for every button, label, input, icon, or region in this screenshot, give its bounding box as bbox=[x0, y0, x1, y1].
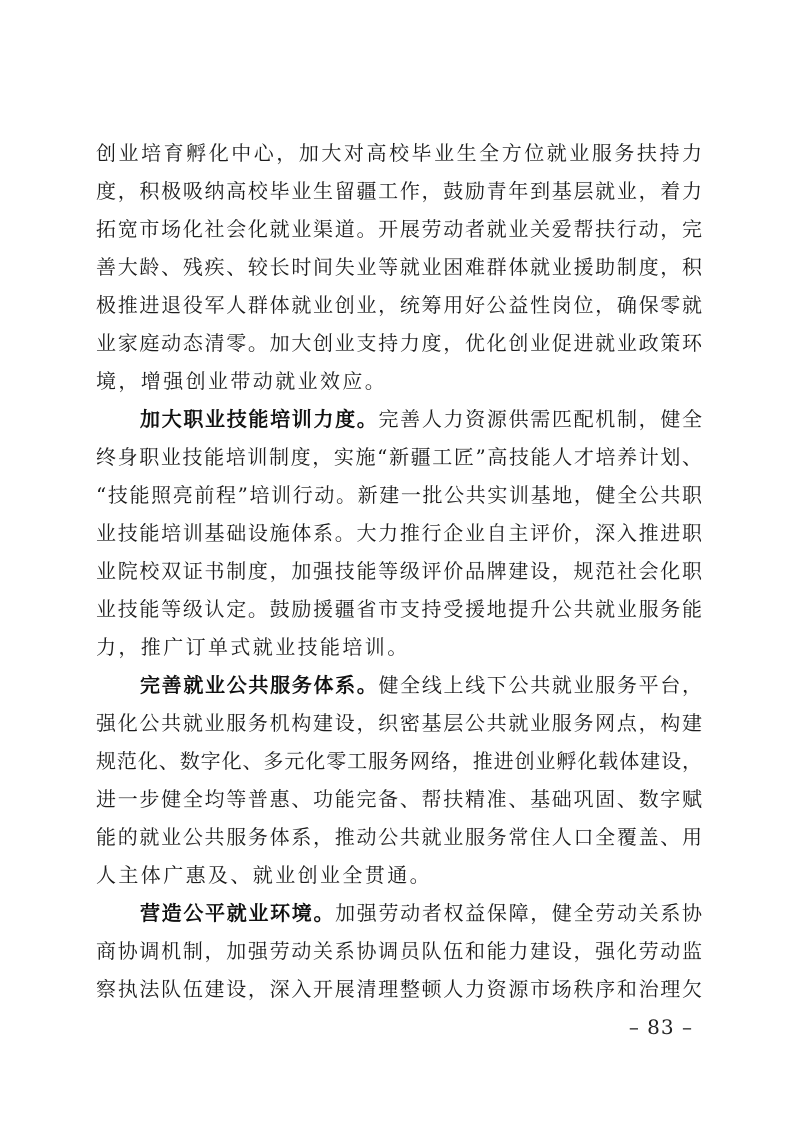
text-line: 能的就业公共服务体系，推动公共就业服务常住人口全覆盖、用 bbox=[96, 825, 702, 849]
text-line bbox=[96, 894, 702, 932]
text-line: 力，推广订单式就业技能培训。 bbox=[96, 635, 410, 659]
text-line: 业家庭动态清零。加大创业支持力度，优化创业促进就业政策环 bbox=[96, 331, 702, 355]
text-line: 人主体广惠及、就业创业全贯通。 bbox=[96, 863, 432, 887]
text-line bbox=[96, 666, 702, 704]
text-run: 完善人力资源供需匹配机制，健全 bbox=[378, 407, 702, 431]
text-line: 极推进退役军人群体就业创业，统筹用好公益性岗位，确保零就 bbox=[96, 293, 702, 317]
text-line: 进一步健全均等普惠、功能完备、帮扶精准、基础巩固、数字赋 bbox=[96, 787, 702, 811]
paragraph bbox=[96, 666, 702, 894]
paragraph bbox=[96, 134, 702, 400]
text-line: 业院校双证书制度，加强技能等级评价品牌建设，规范社会化职 bbox=[96, 559, 702, 583]
paragraph bbox=[96, 894, 702, 1008]
document-body bbox=[96, 134, 702, 1008]
paragraph-heading: 营造公平就业环境。 bbox=[140, 901, 336, 925]
text-run: 加强劳动者权益保障，健全劳动关系协 bbox=[335, 901, 702, 925]
text-line: 终身职业技能培训制度，实施“新疆工匠”高技能人才培养计划、 bbox=[96, 445, 702, 469]
text-line: 境，增强创业带动就业效应。 bbox=[96, 369, 388, 393]
text-line: 规范化、数字化、多元化零工服务网络，推进创业孵化载体建设， bbox=[96, 749, 702, 773]
text-line: 创业培育孵化中心，加大对高校毕业生全方位就业服务扶持力 bbox=[96, 141, 702, 165]
text-line: 拓宽市场化社会化就业渠道。开展劳动者就业关爱帮扶行动，完 bbox=[96, 217, 702, 241]
text-line: 商协调机制，加强劳动关系协调员队伍和能力建设，强化劳动监 bbox=[96, 939, 702, 963]
paragraph-heading: 加大职业技能培训力度。 bbox=[140, 407, 379, 431]
text-line: 强化公共就业服务机构建设，织密基层公共就业服务网点，构建 bbox=[96, 711, 702, 735]
text-line: 业技能培训基础设施体系。大力推行企业自主评价，深入推进职 bbox=[96, 521, 702, 545]
text-line: 度，积极吸纳高校毕业生留疆工作，鼓励青年到基层就业，着力 bbox=[96, 179, 702, 203]
text-line: 业技能等级认定。鼓励援疆省市支持受援地提升公共就业服务能 bbox=[96, 597, 702, 621]
text-line bbox=[96, 400, 702, 438]
page-number: – 83 – bbox=[628, 1015, 693, 1039]
text-line: 察执法队伍建设，深入开展清理整顿人力资源市场秩序和治理欠 bbox=[96, 977, 702, 1001]
paragraph bbox=[96, 400, 702, 666]
paragraph-heading: 完善就业公共服务体系。 bbox=[140, 673, 379, 697]
text-run: 健全线上线下公共就业服务平台， bbox=[378, 673, 702, 697]
text-line: “技能照亮前程”培训行动。新建一批公共实训基地，健全公共职 bbox=[96, 483, 702, 507]
text-line: 善大龄、残疾、较长时间失业等就业困难群体就业援助制度，积 bbox=[96, 255, 702, 279]
